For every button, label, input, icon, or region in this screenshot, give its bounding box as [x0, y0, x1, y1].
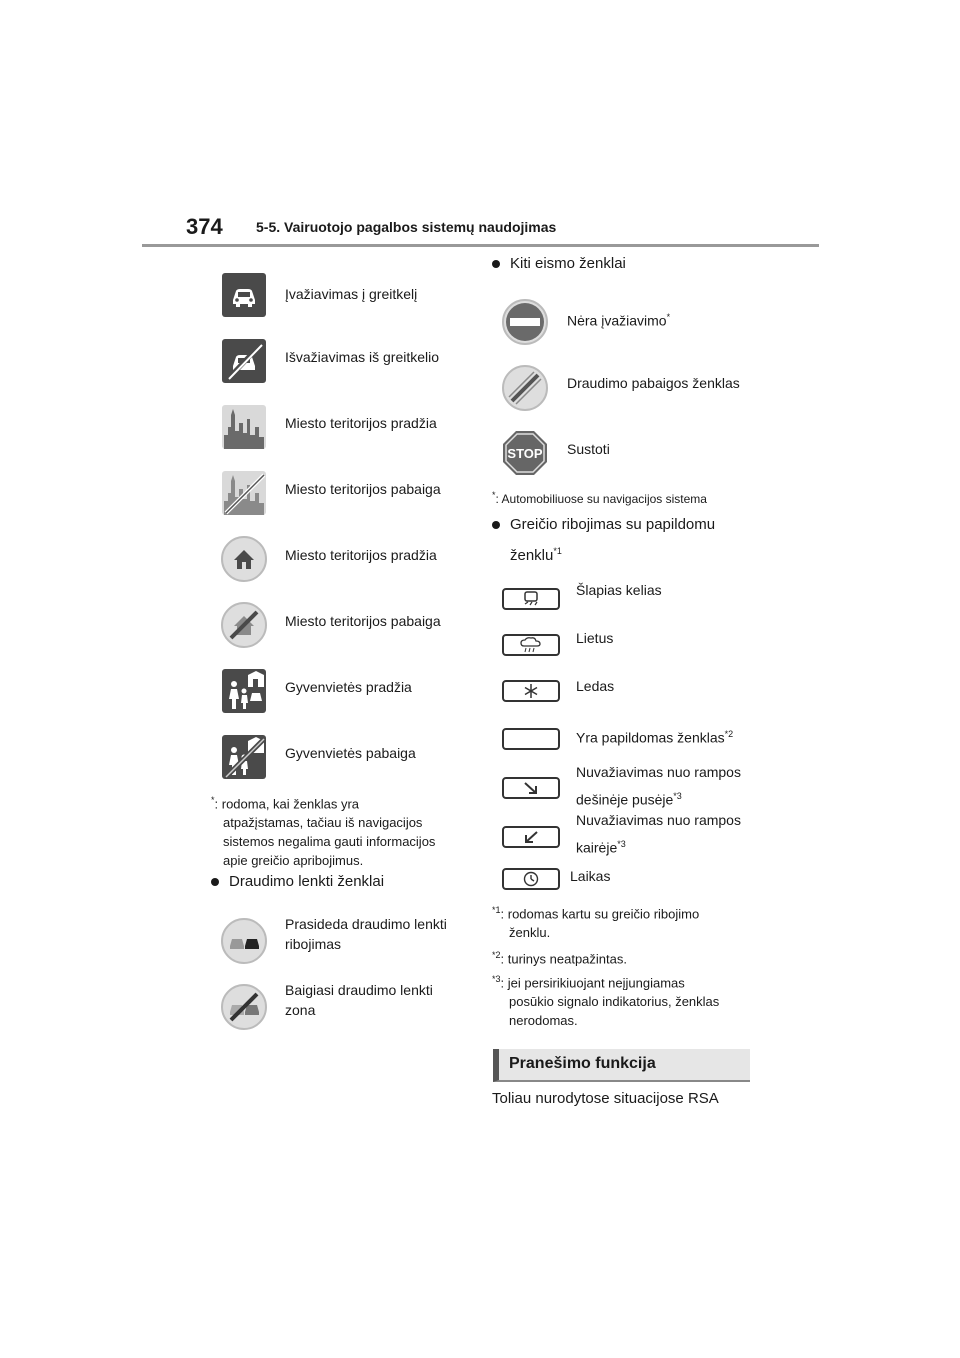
footnote: *: rodoma, kai ženklas yra atpažįstamas, tačiau iš navigacijos sistemos negalima gauti informacijos apie greičio apribojimus.	[211, 795, 436, 869]
sign-label: Draudimo pabaigos ženklas	[567, 375, 740, 391]
stop-sign-icon	[502, 430, 548, 476]
sign-label: Gyvenvietės pradžia	[285, 679, 412, 695]
sign-label: Sustoti	[567, 441, 610, 457]
nav-footnote: *: Automobiliuose su navigacijos sistema	[492, 490, 707, 506]
town-end-icon	[221, 602, 267, 648]
plate-label: Nuvažiavimas nuo rampos kairėje$^{*3}$	[576, 812, 741, 856]
highway-exit-icon	[222, 339, 266, 383]
blank-plate-icon	[502, 728, 560, 750]
residential-start-icon	[222, 669, 266, 713]
sign-label: Miesto teritorijos pabaiga	[285, 613, 441, 629]
bullet-other-signs: Kiti eismo ženklai	[492, 255, 626, 272]
footnote-1: $^{*1}$: rodomas kartu su greičio ribojimo ženklu.	[492, 905, 700, 941]
bullet-overtaking: Draudimo lenkti ženklai	[211, 873, 384, 890]
sign-label: Baigiasi draudimo lenkti zona	[285, 982, 433, 1018]
highway-entry-icon	[222, 273, 266, 317]
no-entry-icon	[502, 299, 548, 345]
footnote-2: $^{*2}$: turinys neatpažintas.	[492, 950, 627, 967]
sign-label: Gyvenvietės pabaiga	[285, 745, 416, 761]
page-number: 374	[186, 214, 223, 239]
ice-icon	[502, 680, 560, 702]
plate-label: Laikas	[570, 868, 611, 884]
sign-label: Miesto teritorijos pradžia	[285, 415, 437, 431]
residential-end-icon	[222, 735, 266, 779]
section-title: 5-5. Vairuotojo pagalbos sistemų naudojimas	[256, 219, 557, 235]
town-start-icon	[221, 536, 267, 582]
rain-icon	[502, 634, 560, 656]
footnote-3: $^{*3}$: jei persirikiuojant neįjungiamas posūkio signalo indikatorius, ženklas nerodomas.	[492, 974, 720, 1029]
sign-label: Nėra įvažiavimo*	[567, 312, 671, 329]
header-divider	[142, 244, 819, 247]
arrow-down-left-icon	[502, 826, 560, 848]
plate-label: Nuvažiavimas nuo rampos dešinėje pusėje$^{*3}$	[576, 764, 741, 808]
section-heading: Pranešimo funkcija	[493, 1049, 750, 1082]
bullet-speed-limit: Greičio ribojimas su papildomu ženklu$^{*1}$	[492, 512, 715, 569]
plate-label: Ledas	[576, 678, 615, 694]
arrow-down-right-icon	[502, 777, 560, 799]
city-start-icon	[222, 405, 266, 449]
end-of-restriction-icon	[502, 365, 548, 411]
sign-label: Miesto teritorijos pradžia	[285, 547, 437, 563]
city-end-icon	[222, 471, 266, 515]
sign-label: Prasideda draudimo lenkti ribojimas	[285, 916, 447, 952]
wet-road-icon	[502, 588, 560, 610]
sign-label: Miesto teritorijos pabaiga	[285, 481, 441, 497]
plate-label: Lietus	[576, 630, 614, 646]
plate-label: Yra papildomas ženklas$^{*2}$	[576, 729, 734, 746]
body-text: Toliau nurodytose situacijose RSA	[492, 1090, 719, 1107]
end-no-overtaking-icon	[221, 984, 267, 1030]
plate-label: Šlapias kelias	[576, 582, 662, 598]
clock-icon	[502, 868, 560, 890]
no-overtaking-icon	[221, 918, 267, 964]
stop-sign-text: STOP	[507, 446, 543, 461]
sign-label: Įvažiavimas į greitkelį	[285, 286, 418, 302]
sign-label: Išvažiavimas iš greitkelio	[285, 349, 440, 365]
